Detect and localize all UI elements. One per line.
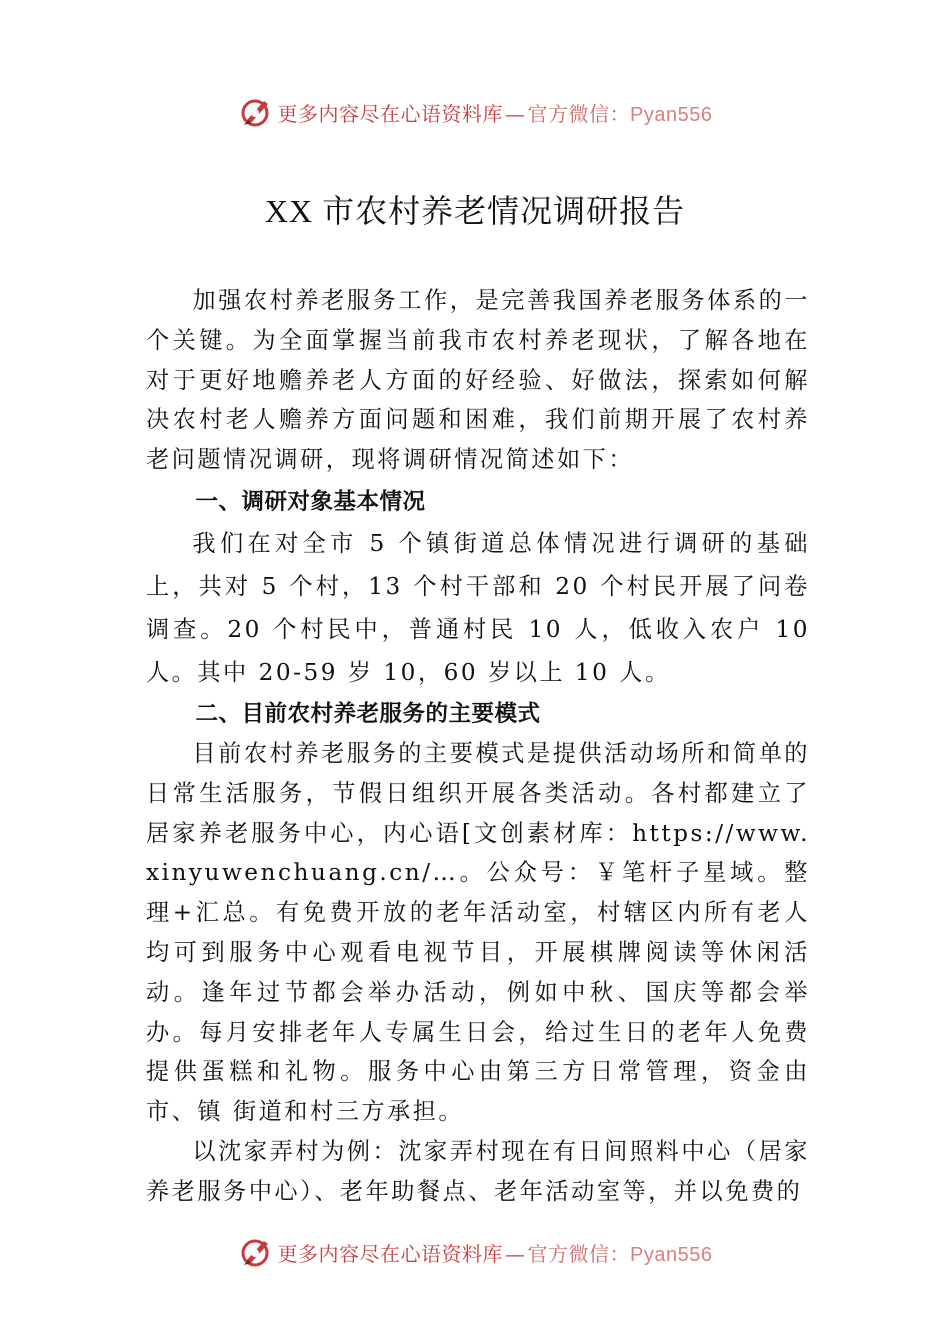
pen-seal-logo-icon [238, 95, 272, 129]
watermark-main: 更多内容尽在心语资料库 [277, 1241, 504, 1266]
document-body [146, 281, 810, 1212]
watermark-wechat-id: Pyan556 [630, 103, 713, 126]
watermark-dash: — [505, 101, 526, 126]
watermark-text [278, 98, 713, 127]
watermark-wechat-id: Pyan556 [630, 1243, 713, 1266]
section1-paragraph: 我们在对全市 5 个镇街道总体情况进行调研的基础上，共对 5 个村，13 个村干部和 20 个村民开展了问卷调查。20 个村民中，普通村民 10 人，低收入农户 10 人。其中 20-59 岁 10，60 岁以上 10 人。 [146, 529, 810, 686]
watermark-wechat-label: 官方微信： [527, 1241, 631, 1266]
watermark-dash: — [505, 1241, 526, 1266]
watermark-wechat-label: 官方微信： [527, 101, 631, 126]
section2-paragraph: 目前农村养老服务的主要模式是提供活动场所和简单的日常生活服务，节假日组织开展各类活动。各村都建立了居家养老服务中心，内心语[文创素材库：https://www.xinyuwenchuang.cn/…。公众号：￥笔杆子星域。整理+汇总。有免费开放的老年活动室，村辖区内所有老人均可到服务中心观看电视节目，开展棋牌阅读等休闲活动。逢年过节都会举办活动，例如中秋、国庆等都会举办。每月安排老年人专属生日会，给过生日的老年人免费提供蛋糕和礼物。服务中心由第三方日常管理，资金由市、镇 街道和村三方承担。 [146, 739, 810, 1126]
intro-paragraph: 加强农村养老服务工作，是完善我国养老服务体系的一个关键。为全面掌握当前我市农村养老现状，了解各地在对于更好地赡养老人方面的好经验、好做法，探索如何解决农村老人赡养方面问题和困难，我们前期开展了农村养老问题情况调研，现将调研情况简述如下： [146, 287, 810, 474]
footer-watermark [0, 1232, 950, 1272]
section1-heading: 一、调研对象基本情况 [195, 488, 426, 515]
watermark-text [278, 1238, 713, 1267]
document-title: XX 市农村养老情况调研报告 [264, 193, 686, 229]
header-watermark [0, 92, 950, 132]
section2-example-paragraph: 以沈家弄村为例：沈家弄村现在有日间照料中心（居家养老服务中心）、老年助餐点、老年活动室等，并以免费的 [146, 1137, 810, 1205]
section2-heading: 二、目前农村养老服务的主要模式 [195, 700, 541, 727]
watermark-main: 更多内容尽在心语资料库 [277, 101, 504, 126]
pen-seal-logo-icon [238, 1235, 272, 1269]
